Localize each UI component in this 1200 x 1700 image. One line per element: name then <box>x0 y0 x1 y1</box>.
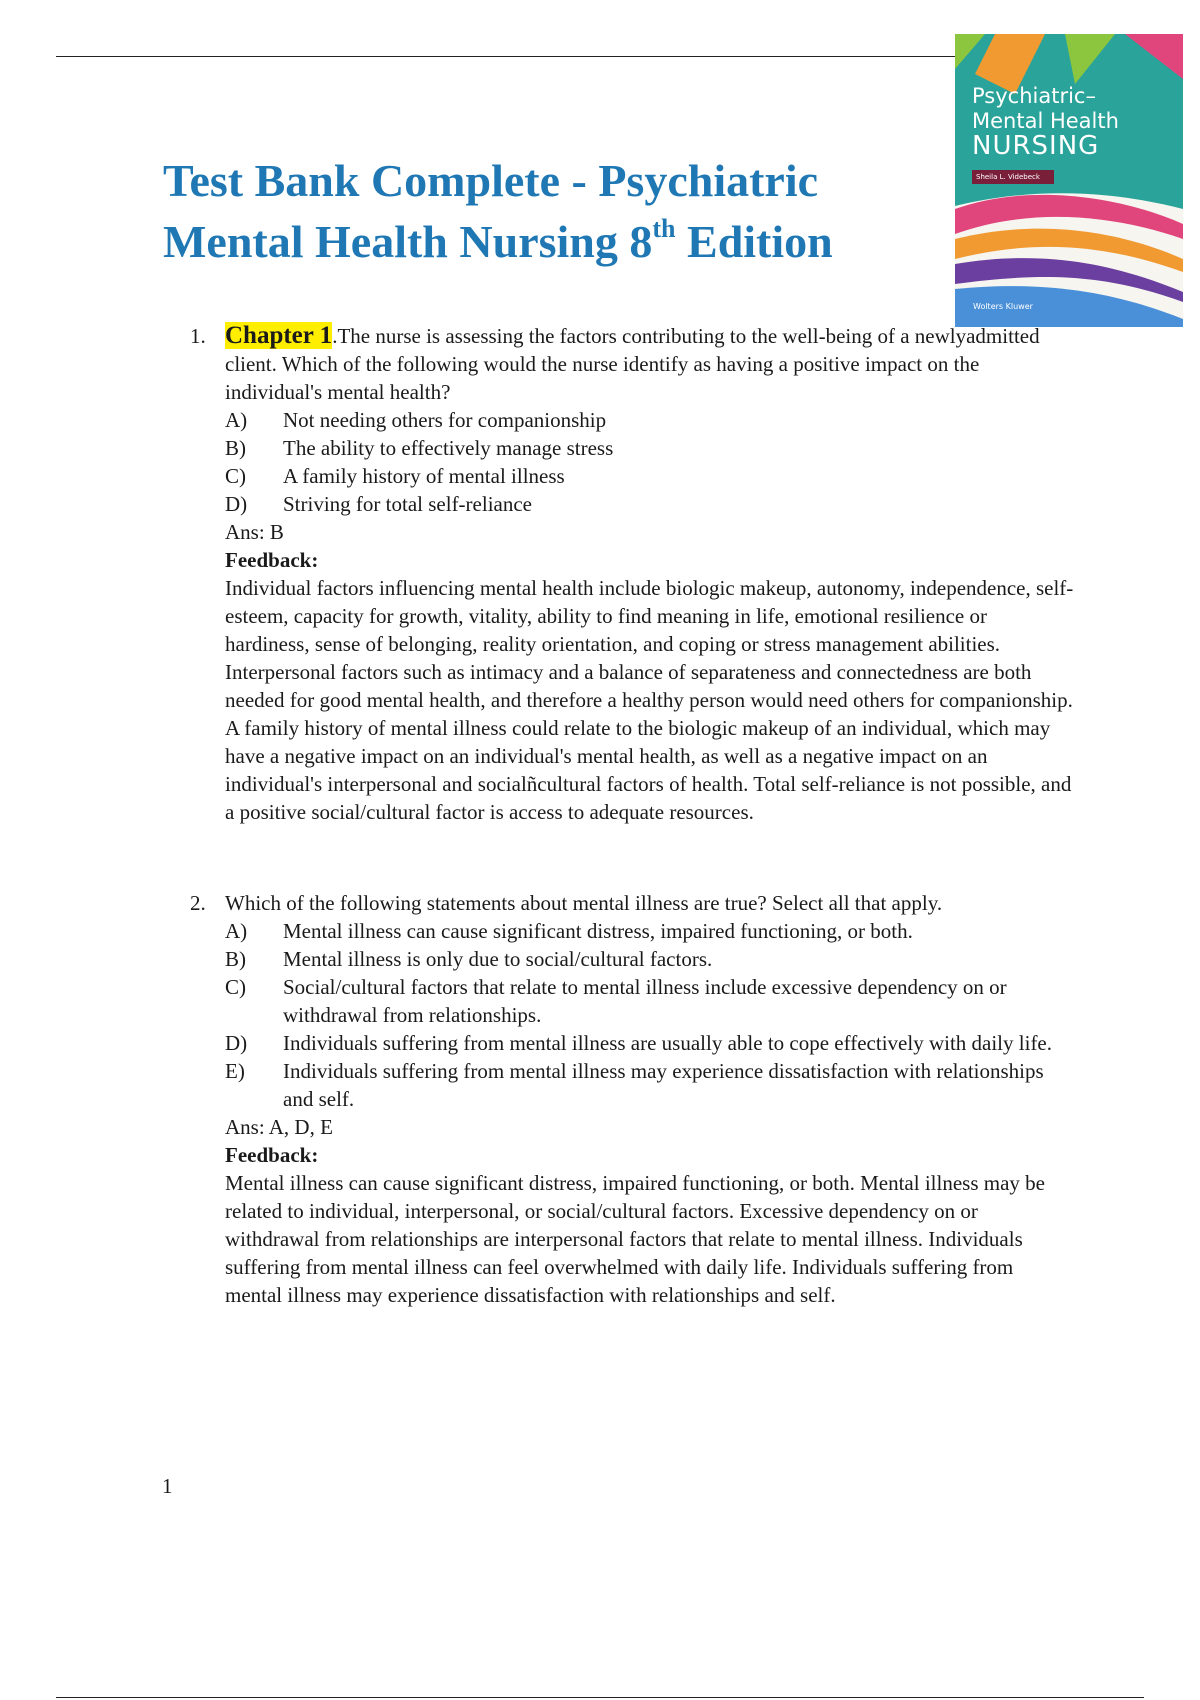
title-line-1: Test Bank Complete - Psychiatric <box>163 155 819 206</box>
option-letter: E) <box>225 1059 245 1083</box>
answer-key: Ans: B <box>225 520 284 544</box>
question-stem: .The nurse is assessing the factors contributing to the well-being of a newlyadmitted client. Which of the following would the nurse identify as having a positive impact on the individual's mental health? <box>225 324 1040 404</box>
option-text: A family history of mental illness <box>283 464 565 488</box>
feedback-label: Feedback: <box>225 548 319 572</box>
option-text: Not needing others for companionship <box>283 408 607 432</box>
option-d <box>225 490 1090 518</box>
option-e <box>225 1057 1073 1113</box>
cover-author: Sheila L. Videbeck <box>972 170 1054 184</box>
option-a <box>225 406 1090 434</box>
option-list <box>225 917 1090 1113</box>
option-text: Individuals suffering from mental illness may experience dissatisfaction with relationships and self. <box>283 1059 1044 1111</box>
title-superscript: th <box>652 214 676 243</box>
option-letter: D) <box>225 492 248 516</box>
option-letter: C) <box>225 975 246 999</box>
document-title <box>163 150 923 272</box>
option-c <box>225 462 1090 490</box>
option-letter: D) <box>225 1031 248 1055</box>
title-line-2: Mental Health Nursing 8 <box>163 216 653 267</box>
question-list <box>190 322 1090 1309</box>
book-cover-image <box>955 34 1183 327</box>
option-letter: B) <box>225 436 246 460</box>
cover-title-line-1: Psychiatric– <box>972 84 1096 108</box>
cover-title-line-3: NURSING <box>972 131 1100 161</box>
feedback-label: Feedback: <box>225 1143 319 1167</box>
title-line-2-end: Edition <box>675 216 833 267</box>
answer-key: Ans: A, D, E <box>225 1115 333 1139</box>
option-b <box>225 434 1090 462</box>
question-text <box>225 322 1045 406</box>
chapter-highlight: Chapter 1 <box>225 322 333 349</box>
cover-publisher: Wolters Kluwer <box>973 302 1033 311</box>
option-d <box>225 1029 1073 1057</box>
question-1 <box>190 322 1090 826</box>
feedback-text: Individual factors influencing mental health include biologic makeup, autonomy, independence, self-esteem, capacity for growth, vitality, ability to find meaning in life, emotional resilience or hardiness, sense of belonging, reality orientation, and coping or stress management abilities. Interpersonal factors such as intimacy and a balance of separateness and connectedness are both needed for good mental health, and therefore a healthy person would need others for companionship. A family history of mental illness could relate to the biologic makeup of an individual, which may have a negative impact on an individual's mental health, as well as a negative impact on an individual's interpersonal and socialñcultural factors of health. Total self-reliance is not possible, and a positive social/cultural factor is access to adequate resources. <box>225 576 1074 824</box>
option-text: Mental illness can cause significant distress, impaired functioning, or both. <box>283 919 913 943</box>
option-text: Striving for total self-reliance <box>283 492 532 516</box>
cover-title-line-2: Mental Health <box>972 109 1119 133</box>
question-2 <box>190 889 1090 1309</box>
feedback-text: Mental illness can cause significant distress, impaired functioning, or both. Mental illness may be related to individual, interpersonal, or social/cultural factors. Excessive dependency on or withdrawal from relationships are interpersonal factors that relate to mental illness. Individuals suffering from mental illness can feel overwhelmed with daily life. Individuals suffering from mental illness may experience dissatisfaction with relationships and self. <box>225 1171 1045 1307</box>
question-number: 2. <box>190 891 206 915</box>
option-text: Social/cultural factors that relate to mental illness include excessive dependency on or withdrawal from relationships. <box>283 975 1007 1027</box>
option-letter: A) <box>225 408 248 432</box>
bottom-rule <box>56 1697 1144 1698</box>
option-c <box>225 973 1073 1029</box>
option-letter: C) <box>225 464 246 488</box>
cover-title <box>972 84 1177 159</box>
option-b <box>225 945 1073 973</box>
option-a <box>225 917 1073 945</box>
page-number: 1 <box>162 1474 173 1498</box>
option-text: Mental illness is only due to social/cultural factors. <box>283 947 713 971</box>
option-text: Individuals suffering from mental illness are usually able to cope effectively with daily life. <box>283 1031 1053 1055</box>
question-text: Which of the following statements about mental illness are true? Select all that apply. <box>225 891 943 915</box>
option-list <box>225 406 1090 518</box>
option-letter: B) <box>225 947 246 971</box>
option-text: The ability to effectively manage stress <box>283 436 614 460</box>
top-rule <box>56 56 956 57</box>
option-letter: A) <box>225 919 248 943</box>
question-number: 1. <box>190 324 206 348</box>
